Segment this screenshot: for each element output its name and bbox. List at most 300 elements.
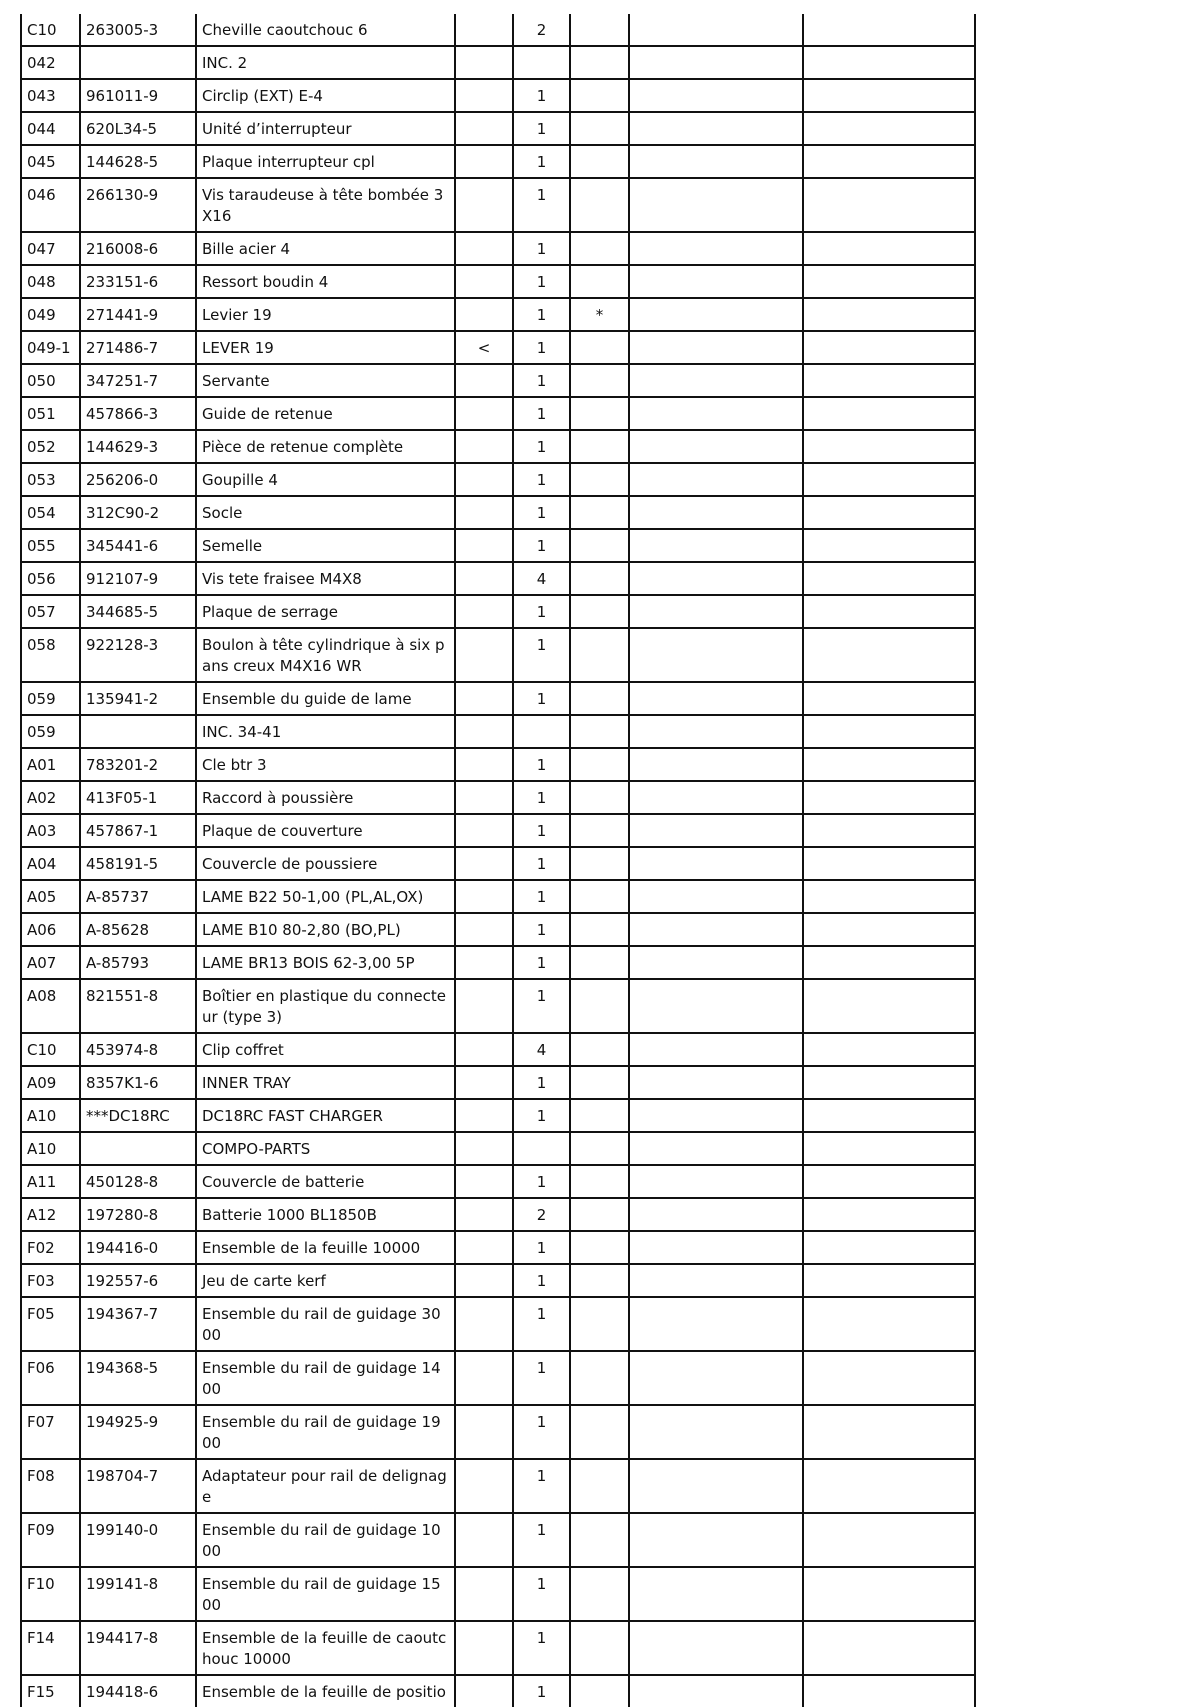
note-cell bbox=[570, 1567, 629, 1621]
quantity-cell bbox=[513, 715, 570, 748]
part-code-cell: 194368-5 bbox=[80, 1351, 196, 1405]
empty-cell bbox=[803, 1405, 975, 1459]
note-cell bbox=[570, 1099, 629, 1132]
description-cell: Ensemble du rail de guidage 1000 bbox=[196, 1513, 455, 1567]
note-cell bbox=[570, 529, 629, 562]
empty-cell bbox=[803, 880, 975, 913]
change-mark-cell bbox=[455, 430, 513, 463]
change-mark-cell bbox=[455, 595, 513, 628]
empty-cell bbox=[629, 748, 803, 781]
change-mark-cell bbox=[455, 1297, 513, 1351]
quantity-cell: 1 bbox=[513, 979, 570, 1033]
part-code-cell: 194416-0 bbox=[80, 1231, 196, 1264]
part-code-cell: ***DC18RC bbox=[80, 1099, 196, 1132]
description-cell: Cheville caoutchouc 6 bbox=[196, 14, 455, 46]
description-cell: INC. 2 bbox=[196, 46, 455, 79]
part-code-cell: 194367-7 bbox=[80, 1297, 196, 1351]
quantity-cell: 1 bbox=[513, 913, 570, 946]
quantity-cell: 1 bbox=[513, 1264, 570, 1297]
item-number-cell: A09 bbox=[21, 1066, 80, 1099]
note-cell bbox=[570, 112, 629, 145]
part-code-cell: 821551-8 bbox=[80, 979, 196, 1033]
empty-cell bbox=[629, 595, 803, 628]
item-number-cell: C10 bbox=[21, 1033, 80, 1066]
quantity-cell: 1 bbox=[513, 1675, 570, 1707]
part-code-cell: 457866-3 bbox=[80, 397, 196, 430]
quantity-cell: 1 bbox=[513, 298, 570, 331]
description-cell: LAME BR13 BOIS 62-3,00 5P bbox=[196, 946, 455, 979]
table-row bbox=[21, 1198, 975, 1231]
quantity-cell: 1 bbox=[513, 1513, 570, 1567]
empty-cell bbox=[803, 463, 975, 496]
empty-cell bbox=[629, 1459, 803, 1513]
item-number-cell: A03 bbox=[21, 814, 80, 847]
quantity-cell: 2 bbox=[513, 14, 570, 46]
part-code-cell: 199141-8 bbox=[80, 1567, 196, 1621]
description-cell: Raccord à poussière bbox=[196, 781, 455, 814]
item-number-cell: 048 bbox=[21, 265, 80, 298]
empty-cell bbox=[629, 847, 803, 880]
empty-cell bbox=[803, 1033, 975, 1066]
empty-cell bbox=[803, 1351, 975, 1405]
note-cell bbox=[570, 1675, 629, 1707]
part-code-cell: 144629-3 bbox=[80, 430, 196, 463]
empty-cell bbox=[629, 715, 803, 748]
empty-cell bbox=[629, 145, 803, 178]
description-cell: Ensemble de la feuille de caoutchouc 10000 bbox=[196, 1621, 455, 1675]
empty-cell bbox=[803, 496, 975, 529]
item-number-cell: F03 bbox=[21, 1264, 80, 1297]
quantity-cell: 1 bbox=[513, 781, 570, 814]
quantity-cell: 4 bbox=[513, 1033, 570, 1066]
change-mark-cell bbox=[455, 562, 513, 595]
change-mark-cell bbox=[455, 1567, 513, 1621]
quantity-cell: 1 bbox=[513, 178, 570, 232]
description-cell: Ressort boudin 4 bbox=[196, 265, 455, 298]
table-row bbox=[21, 562, 975, 595]
quantity-cell: 2 bbox=[513, 1198, 570, 1231]
change-mark-cell bbox=[455, 1132, 513, 1165]
table-row bbox=[21, 79, 975, 112]
note-cell bbox=[570, 463, 629, 496]
table-row bbox=[21, 814, 975, 847]
empty-cell bbox=[629, 529, 803, 562]
quantity-cell: 1 bbox=[513, 1297, 570, 1351]
empty-cell bbox=[803, 1066, 975, 1099]
empty-cell bbox=[803, 1264, 975, 1297]
note-cell bbox=[570, 496, 629, 529]
change-mark-cell bbox=[455, 979, 513, 1033]
table-row bbox=[21, 298, 975, 331]
empty-cell bbox=[803, 748, 975, 781]
parts-table-body bbox=[21, 14, 975, 1707]
description-cell: Boulon à tête cylindrique à six pans creux M4X16 WR bbox=[196, 628, 455, 682]
item-number-cell: F06 bbox=[21, 1351, 80, 1405]
part-code-cell: 263005-3 bbox=[80, 14, 196, 46]
part-code-cell: A-85628 bbox=[80, 913, 196, 946]
quantity-cell: 1 bbox=[513, 397, 570, 430]
quantity-cell: 4 bbox=[513, 562, 570, 595]
item-number-cell: 059 bbox=[21, 682, 80, 715]
note-cell bbox=[570, 1621, 629, 1675]
note-cell bbox=[570, 1351, 629, 1405]
table-row bbox=[21, 1513, 975, 1567]
table-row bbox=[21, 265, 975, 298]
table-row bbox=[21, 1099, 975, 1132]
change-mark-cell bbox=[455, 880, 513, 913]
table-row bbox=[21, 715, 975, 748]
change-mark-cell bbox=[455, 298, 513, 331]
quantity-cell: 1 bbox=[513, 748, 570, 781]
description-cell: Ensemble de la feuille 10000 bbox=[196, 1231, 455, 1264]
part-code-cell bbox=[80, 1132, 196, 1165]
empty-cell bbox=[803, 1132, 975, 1165]
change-mark-cell bbox=[455, 112, 513, 145]
empty-cell bbox=[803, 1099, 975, 1132]
note-cell bbox=[570, 1459, 629, 1513]
empty-cell bbox=[629, 1405, 803, 1459]
table-row bbox=[21, 682, 975, 715]
part-code-cell: 197280-8 bbox=[80, 1198, 196, 1231]
empty-cell bbox=[629, 331, 803, 364]
item-number-cell: A10 bbox=[21, 1132, 80, 1165]
description-cell: Goupille 4 bbox=[196, 463, 455, 496]
empty-cell bbox=[803, 682, 975, 715]
part-code-cell: 312C90-2 bbox=[80, 496, 196, 529]
empty-cell bbox=[803, 814, 975, 847]
quantity-cell: 1 bbox=[513, 814, 570, 847]
description-cell: Unité d’interrupteur bbox=[196, 112, 455, 145]
note-cell bbox=[570, 628, 629, 682]
note-cell bbox=[570, 1264, 629, 1297]
table-row bbox=[21, 145, 975, 178]
quantity-cell: 1 bbox=[513, 529, 570, 562]
table-row bbox=[21, 1165, 975, 1198]
table-row bbox=[21, 14, 975, 46]
part-code-cell: 192557-6 bbox=[80, 1264, 196, 1297]
change-mark-cell bbox=[455, 265, 513, 298]
table-row bbox=[21, 946, 975, 979]
description-cell: Levier 19 bbox=[196, 298, 455, 331]
part-code-cell: 453974-8 bbox=[80, 1033, 196, 1066]
note-cell bbox=[570, 79, 629, 112]
change-mark-cell: < bbox=[455, 331, 513, 364]
note-cell bbox=[570, 1231, 629, 1264]
empty-cell bbox=[629, 1621, 803, 1675]
note-cell bbox=[570, 1132, 629, 1165]
table-row bbox=[21, 1621, 975, 1675]
table-row bbox=[21, 397, 975, 430]
item-number-cell: 042 bbox=[21, 46, 80, 79]
quantity-cell: 1 bbox=[513, 1351, 570, 1405]
description-cell: Semelle bbox=[196, 529, 455, 562]
quantity-cell: 1 bbox=[513, 628, 570, 682]
note-cell bbox=[570, 880, 629, 913]
change-mark-cell bbox=[455, 463, 513, 496]
item-number-cell: 045 bbox=[21, 145, 80, 178]
item-number-cell: A06 bbox=[21, 913, 80, 946]
parts-table bbox=[20, 14, 976, 1707]
empty-cell bbox=[629, 14, 803, 46]
note-cell bbox=[570, 1513, 629, 1567]
empty-cell bbox=[629, 1351, 803, 1405]
item-number-cell: 043 bbox=[21, 79, 80, 112]
item-number-cell: A05 bbox=[21, 880, 80, 913]
empty-cell bbox=[803, 265, 975, 298]
note-cell bbox=[570, 364, 629, 397]
empty-cell bbox=[629, 265, 803, 298]
quantity-cell: 1 bbox=[513, 1459, 570, 1513]
change-mark-cell bbox=[455, 847, 513, 880]
quantity-cell: 1 bbox=[513, 265, 570, 298]
description-cell: Plaque de serrage bbox=[196, 595, 455, 628]
note-cell bbox=[570, 595, 629, 628]
quantity-cell: 1 bbox=[513, 112, 570, 145]
item-number-cell: 052 bbox=[21, 430, 80, 463]
item-number-cell: 046 bbox=[21, 178, 80, 232]
quantity-cell: 1 bbox=[513, 1405, 570, 1459]
part-code-cell: 347251-7 bbox=[80, 364, 196, 397]
part-code-cell: 413F05-1 bbox=[80, 781, 196, 814]
description-cell: LAME B22 50-1,00 (PL,AL,OX) bbox=[196, 880, 455, 913]
empty-cell bbox=[629, 1066, 803, 1099]
empty-cell bbox=[629, 781, 803, 814]
item-number-cell: C10 bbox=[21, 14, 80, 46]
description-cell: INC. 34-41 bbox=[196, 715, 455, 748]
empty-cell bbox=[803, 178, 975, 232]
table-row bbox=[21, 1264, 975, 1297]
item-number-cell: 054 bbox=[21, 496, 80, 529]
change-mark-cell bbox=[455, 496, 513, 529]
empty-cell bbox=[803, 112, 975, 145]
item-number-cell: 057 bbox=[21, 595, 80, 628]
table-row bbox=[21, 1405, 975, 1459]
note-cell bbox=[570, 682, 629, 715]
description-cell: INNER TRAY bbox=[196, 1066, 455, 1099]
empty-cell bbox=[629, 562, 803, 595]
table-row bbox=[21, 1132, 975, 1165]
table-row bbox=[21, 1066, 975, 1099]
note-cell bbox=[570, 913, 629, 946]
change-mark-cell bbox=[455, 1033, 513, 1066]
empty-cell bbox=[803, 847, 975, 880]
item-number-cell: 047 bbox=[21, 232, 80, 265]
note-cell bbox=[570, 847, 629, 880]
note-cell bbox=[570, 232, 629, 265]
change-mark-cell bbox=[455, 364, 513, 397]
description-cell: Clip coffret bbox=[196, 1033, 455, 1066]
table-row bbox=[21, 1459, 975, 1513]
table-row bbox=[21, 781, 975, 814]
description-cell: Ensemble du rail de guidage 1500 bbox=[196, 1567, 455, 1621]
part-code-cell: 450128-8 bbox=[80, 1165, 196, 1198]
description-cell: Boîtier en plastique du connecteur (type 3) bbox=[196, 979, 455, 1033]
description-cell: LEVER 19 bbox=[196, 331, 455, 364]
note-cell bbox=[570, 46, 629, 79]
table-row bbox=[21, 430, 975, 463]
empty-cell bbox=[629, 913, 803, 946]
empty-cell bbox=[629, 397, 803, 430]
item-number-cell: 051 bbox=[21, 397, 80, 430]
quantity-cell: 1 bbox=[513, 430, 570, 463]
description-cell: Guide de retenue bbox=[196, 397, 455, 430]
quantity-cell: 1 bbox=[513, 946, 570, 979]
description-cell: Socle bbox=[196, 496, 455, 529]
empty-cell bbox=[629, 1198, 803, 1231]
item-number-cell: 053 bbox=[21, 463, 80, 496]
description-cell: Cle btr 3 bbox=[196, 748, 455, 781]
table-row bbox=[21, 628, 975, 682]
part-code-cell: 194418-6 bbox=[80, 1675, 196, 1707]
empty-cell bbox=[629, 814, 803, 847]
table-row bbox=[21, 232, 975, 265]
change-mark-cell bbox=[455, 946, 513, 979]
table-row bbox=[21, 112, 975, 145]
change-mark-cell bbox=[455, 1231, 513, 1264]
empty-cell bbox=[803, 145, 975, 178]
quantity-cell: 1 bbox=[513, 682, 570, 715]
note-cell bbox=[570, 979, 629, 1033]
description-cell: Servante bbox=[196, 364, 455, 397]
description-cell: Bille acier 4 bbox=[196, 232, 455, 265]
note-cell bbox=[570, 946, 629, 979]
empty-cell bbox=[803, 397, 975, 430]
empty-cell bbox=[629, 979, 803, 1033]
change-mark-cell bbox=[455, 397, 513, 430]
item-number-cell: A12 bbox=[21, 1198, 80, 1231]
empty-cell bbox=[803, 79, 975, 112]
table-row bbox=[21, 1231, 975, 1264]
item-number-cell: F05 bbox=[21, 1297, 80, 1351]
item-number-cell: F10 bbox=[21, 1567, 80, 1621]
empty-cell bbox=[803, 1231, 975, 1264]
change-mark-cell bbox=[455, 1675, 513, 1707]
table-row bbox=[21, 880, 975, 913]
table-row bbox=[21, 496, 975, 529]
empty-cell bbox=[803, 298, 975, 331]
empty-cell bbox=[629, 79, 803, 112]
item-number-cell: A02 bbox=[21, 781, 80, 814]
description-cell: Ensemble du rail de guidage 1900 bbox=[196, 1405, 455, 1459]
empty-cell bbox=[629, 112, 803, 145]
change-mark-cell bbox=[455, 1264, 513, 1297]
quantity-cell: 1 bbox=[513, 1066, 570, 1099]
empty-cell bbox=[629, 946, 803, 979]
quantity-cell: 1 bbox=[513, 364, 570, 397]
part-code-cell: 912107-9 bbox=[80, 562, 196, 595]
empty-cell bbox=[803, 1513, 975, 1567]
table-row bbox=[21, 748, 975, 781]
item-number-cell: 059 bbox=[21, 715, 80, 748]
empty-cell bbox=[803, 232, 975, 265]
empty-cell bbox=[629, 628, 803, 682]
empty-cell bbox=[803, 364, 975, 397]
change-mark-cell bbox=[455, 682, 513, 715]
description-cell: Couvercle de batterie bbox=[196, 1165, 455, 1198]
description-cell: Ensemble du rail de guidage 1400 bbox=[196, 1351, 455, 1405]
description-cell: COMPO-PARTS bbox=[196, 1132, 455, 1165]
empty-cell bbox=[629, 232, 803, 265]
change-mark-cell bbox=[455, 628, 513, 682]
part-code-cell: 922128-3 bbox=[80, 628, 196, 682]
empty-cell bbox=[803, 1297, 975, 1351]
description-cell: LAME B10 80-2,80 (BO,PL) bbox=[196, 913, 455, 946]
empty-cell bbox=[803, 331, 975, 364]
table-row bbox=[21, 1033, 975, 1066]
change-mark-cell bbox=[455, 814, 513, 847]
change-mark-cell bbox=[455, 1405, 513, 1459]
item-number-cell: 050 bbox=[21, 364, 80, 397]
table-row bbox=[21, 1675, 975, 1707]
description-cell: Pièce de retenue complète bbox=[196, 430, 455, 463]
item-number-cell: F15 bbox=[21, 1675, 80, 1707]
empty-cell bbox=[629, 1165, 803, 1198]
empty-cell bbox=[803, 781, 975, 814]
item-number-cell: 044 bbox=[21, 112, 80, 145]
quantity-cell: 1 bbox=[513, 1231, 570, 1264]
note-cell bbox=[570, 1405, 629, 1459]
empty-cell bbox=[629, 1132, 803, 1165]
empty-cell bbox=[629, 1675, 803, 1707]
description-cell: Plaque interrupteur cpl bbox=[196, 145, 455, 178]
empty-cell bbox=[803, 529, 975, 562]
table-row bbox=[21, 595, 975, 628]
item-number-cell: A07 bbox=[21, 946, 80, 979]
item-number-cell: F08 bbox=[21, 1459, 80, 1513]
part-code-cell: 345441-6 bbox=[80, 529, 196, 562]
table-row bbox=[21, 463, 975, 496]
empty-cell bbox=[803, 628, 975, 682]
empty-cell bbox=[803, 1675, 975, 1707]
note-cell bbox=[570, 1297, 629, 1351]
note-cell bbox=[570, 1198, 629, 1231]
change-mark-cell bbox=[455, 145, 513, 178]
table-row bbox=[21, 331, 975, 364]
empty-cell bbox=[629, 496, 803, 529]
empty-cell bbox=[629, 1033, 803, 1066]
table-row bbox=[21, 178, 975, 232]
description-cell: Circlip (EXT) E-4 bbox=[196, 79, 455, 112]
change-mark-cell bbox=[455, 715, 513, 748]
empty-cell bbox=[629, 46, 803, 79]
part-code-cell: 458191-5 bbox=[80, 847, 196, 880]
quantity-cell: 1 bbox=[513, 1621, 570, 1675]
note-cell bbox=[570, 430, 629, 463]
quantity-cell bbox=[513, 46, 570, 79]
part-code-cell: 783201-2 bbox=[80, 748, 196, 781]
change-mark-cell bbox=[455, 178, 513, 232]
empty-cell bbox=[803, 1621, 975, 1675]
part-code-cell: 271441-9 bbox=[80, 298, 196, 331]
change-mark-cell bbox=[455, 1165, 513, 1198]
change-mark-cell bbox=[455, 14, 513, 46]
quantity-cell: 1 bbox=[513, 1099, 570, 1132]
description-cell: DC18RC FAST CHARGER bbox=[196, 1099, 455, 1132]
table-row bbox=[21, 1297, 975, 1351]
empty-cell bbox=[629, 1264, 803, 1297]
empty-cell bbox=[629, 463, 803, 496]
part-code-cell bbox=[80, 715, 196, 748]
empty-cell bbox=[803, 46, 975, 79]
quantity-cell: 1 bbox=[513, 880, 570, 913]
empty-cell bbox=[629, 430, 803, 463]
part-code-cell: 8357K1-6 bbox=[80, 1066, 196, 1099]
quantity-cell: 1 bbox=[513, 145, 570, 178]
empty-cell bbox=[803, 430, 975, 463]
note-cell bbox=[570, 715, 629, 748]
empty-cell bbox=[629, 364, 803, 397]
description-cell: Ensemble du rail de guidage 3000 bbox=[196, 1297, 455, 1351]
